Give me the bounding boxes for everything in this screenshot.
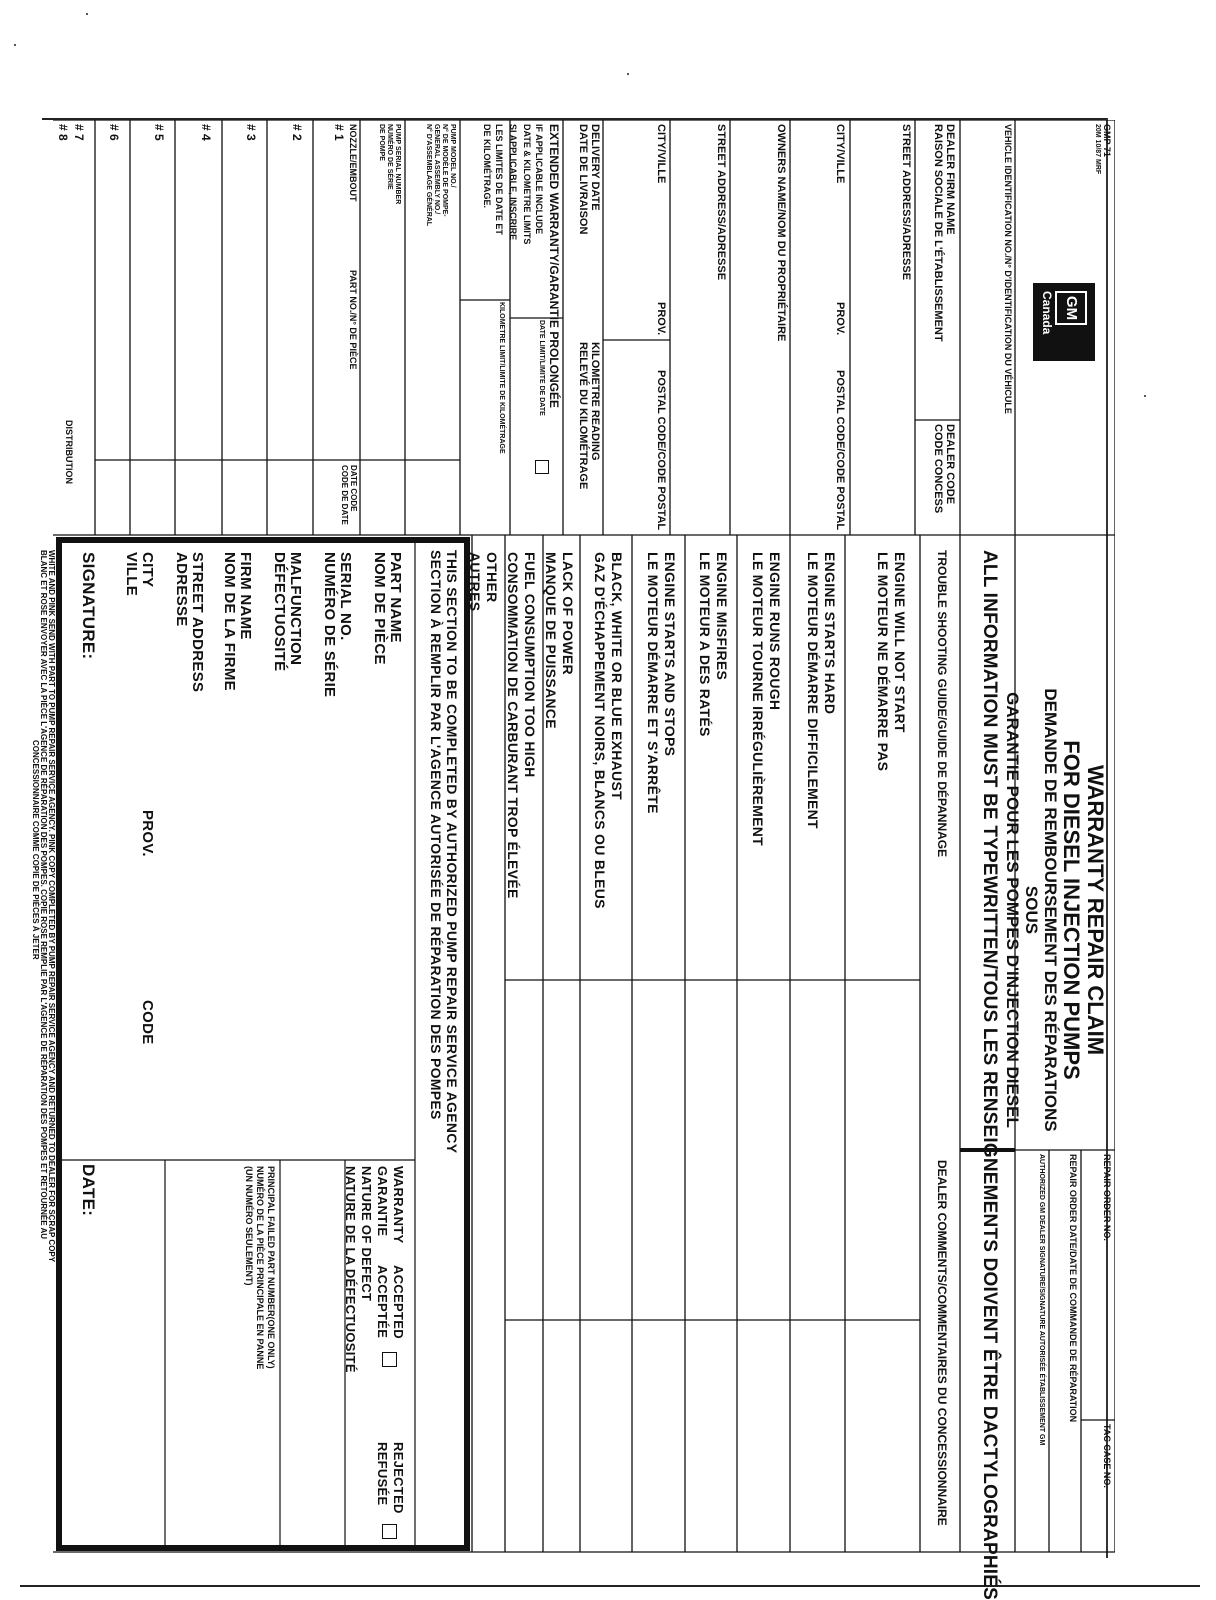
troubleshooting-item-fr: LE MOTEUR TOURNE IRRÉGULIÈREMENT bbox=[750, 552, 766, 847]
troubleshooting-item: ENGINE WILL NOT START bbox=[892, 552, 908, 733]
troubleshooting-header: TROUBLE SHOOTING GUIDE/GUIDE DE DÉPANNAGE bbox=[935, 550, 949, 858]
distribution-label: DISTRIBUTION bbox=[64, 420, 74, 484]
pump-model-label: N° DE MODÈLE DE POMPE- bbox=[441, 124, 448, 217]
acceptee-label: ACCEPTÉE bbox=[375, 1265, 390, 1339]
agency-street-label: STREET ADDRESS bbox=[189, 552, 206, 693]
if-applicable-text: DATE & KILOMETRE LIMITS bbox=[522, 124, 532, 245]
troubleshooting-item-fr: LE MOTEUR A DES RATÉS bbox=[697, 552, 713, 737]
agency-prov-label: PROV. bbox=[139, 810, 156, 857]
delivery-date-label-fr: DATE DE LIVRAISON bbox=[577, 124, 589, 235]
km-reading-label: KILOMETRE READING bbox=[589, 342, 601, 461]
troubleshooting-item: ENGINE STARTS AND STOPS bbox=[662, 552, 678, 757]
troubleshooting-item: ENGINE STARTS HARD bbox=[822, 552, 838, 715]
gm-mark: GM bbox=[1055, 291, 1087, 325]
typewritten-notice: ALL INFORMATION MUST BE TYPEWRITTEN/TOUS LES RENSEIGNEMENTS DOIVENT ÊTRE DACTYLOGRAPHIÉS bbox=[979, 550, 1000, 1600]
nature-defect-label: NATURE OF DEFECT bbox=[359, 1166, 374, 1302]
scan-speck bbox=[86, 13, 88, 15]
warranty-claim-form bbox=[31, 120, 1115, 1600]
km-limit-label: KILOMETRE LIMIT/LIMITE DE KILOMÉTRAGE bbox=[498, 302, 505, 454]
firm-name-label-fr: NOM DE LA FIRME bbox=[221, 552, 238, 691]
garantie-label: GARANTIE bbox=[375, 1166, 390, 1237]
dealer-signature-label: AUTHORIZED GM DEALER SIGNATURE/SIGNATURE AUTORISÉE ÉTABLISSEMENT GM bbox=[1038, 1154, 1045, 1446]
title-line-2: FOR DIESEL INJECTION PUMPS bbox=[1058, 740, 1084, 1080]
form-code: GMP 71 bbox=[1102, 124, 1112, 157]
scan-speck bbox=[14, 44, 16, 46]
title-line-4: GARANTIE POUR LES POMPES D'INJECTION DIESEL bbox=[1003, 692, 1023, 1128]
pump-serial-label: DE POMPE bbox=[378, 124, 385, 161]
troubleshooting-item-fr: MANQUE DE PUISSANCE bbox=[543, 552, 559, 729]
canada-wordmark: Canada bbox=[1040, 291, 1054, 335]
dealer-city-label: CITY/VILLE bbox=[834, 124, 846, 184]
nozzle-row-label: # 8 bbox=[56, 124, 70, 141]
signature-label: SIGNATURE: bbox=[79, 552, 98, 660]
pump-model-label: GENERAL ASSEMBLY NO./ bbox=[433, 124, 440, 215]
repair-order-date-label: REPAIR ORDER DATE/DATE DE COMMANDE DE RÉPARATION bbox=[1068, 1154, 1078, 1423]
nozzle-row-label: # 4 bbox=[199, 124, 213, 141]
pump-model-label: PUMP MODEL NO./ bbox=[449, 124, 456, 188]
dealer-postal-label: POSTAL CODE/CODE POSTAL bbox=[834, 370, 846, 531]
nozzle-row-label: # 3 bbox=[244, 124, 258, 141]
owner-city-label: CITY/VILLE bbox=[655, 124, 667, 184]
dealer-comments-header: DEALER COMMENTS/COMMENTAIRES DU CONCESSIONNAIRE bbox=[935, 1160, 949, 1526]
accepted-checkbox[interactable] bbox=[382, 1352, 397, 1367]
troubleshooting-item-fr: CONSOMMATION DE CARBURANT TROP ÉLEVÉE bbox=[505, 552, 521, 899]
km-reading-label-fr: RELEVÉ DU KILOMÉTRAGE bbox=[577, 342, 589, 490]
pump-serial-label: NUMÉRO DE SÉRIE bbox=[386, 124, 393, 190]
principal-part-label-fr: NUMÉRO DE LA PIÈCE PRINCIPALE EN PANNE bbox=[255, 1166, 265, 1370]
delivery-date-label: DELIVERY DATE bbox=[589, 124, 601, 211]
form-grid bbox=[35, 120, 1115, 1570]
warranty-label: WARRANTY bbox=[391, 1166, 406, 1244]
nozzle-row-label: # 7 bbox=[72, 124, 86, 141]
distribution-note-fr: BLANC ET ROSE ENVOYER AVEC LA PIÈCE L'AGENCE DE RÉPARATION DES POMPES. COPIE ROSE REMPLIE PAR L'AGENCE DE RÉPARATION DES POMPES ET RETOURNÉE AU bbox=[39, 550, 48, 1240]
gm-logo bbox=[1033, 283, 1095, 361]
tac-case-no-label: TAC CASE NO. bbox=[1102, 1424, 1112, 1488]
dealer-prov-label: PROV. bbox=[834, 302, 846, 336]
troubleshooting-item-fr: AUTRES bbox=[467, 552, 483, 612]
form-title bbox=[1003, 680, 1107, 1140]
rejected-label: REJECTED bbox=[391, 1442, 406, 1514]
refusee-label: REFUSÉE bbox=[375, 1442, 390, 1506]
troubleshooting-item-fr: LE MOTEUR NE DÉMARRE PAS bbox=[875, 552, 891, 772]
scan-speck bbox=[627, 73, 629, 75]
troubleshooting-item-fr: GAZ D'ÉCHAPPEMENT NOIRS, BLANCS OU BLEUS bbox=[592, 552, 608, 909]
dealer-code-label-fr: CODE CONCESS bbox=[932, 424, 944, 514]
agency-city-label-fr: VILLE bbox=[123, 552, 140, 597]
owner-postal-label: POSTAL CODE/CODE POSTAL bbox=[655, 370, 667, 531]
owner-street-label: STREET ADDRESS/ADRESSE bbox=[715, 124, 727, 281]
distribution-note-fr-2: CONCESSIONNAIRE COMME COPIE DE PIÈCES À JETER bbox=[31, 740, 40, 960]
nozzle-row-label: # 5 bbox=[152, 124, 166, 141]
page-edge-bottom bbox=[20, 1585, 1200, 1587]
principal-part-label-note: (UN NUMÉRO SEULEMENT) bbox=[244, 1166, 254, 1286]
owner-prov-label: PROV. bbox=[655, 302, 667, 336]
malfunction-label: MALFUNCTION bbox=[287, 552, 304, 666]
agency-header-fr: SECTION À REMPLIR PAR L'AGENCE AUTORISÉE DE RÉPARATION DES POMPES bbox=[428, 550, 444, 1120]
part-name-label-fr: NOM DE PIÈCE bbox=[371, 552, 388, 665]
nozzle-row-label: # 1 bbox=[332, 124, 346, 141]
agency-header: THIS SECTION TO BE COMPLETED BY AUTHORIZED PUMP REPAIR SERVICE AGENCY bbox=[444, 550, 460, 1154]
accepted-label: ACCEPTED bbox=[391, 1265, 406, 1339]
owner-name-label: OWNERS NAME/NOM DU PROPRIÉTAIRE bbox=[775, 124, 787, 342]
date-code-label-fr: CODE DE DATE bbox=[340, 465, 349, 525]
extended-warranty-checkbox[interactable] bbox=[535, 460, 549, 474]
dealer-street-label: STREET ADDRESS/ADRESSE bbox=[900, 124, 912, 281]
nozzle-row-label: # 2 bbox=[290, 124, 304, 141]
troubleshooting-item: FUEL CONSUMPTION TOO HIGH bbox=[522, 552, 538, 778]
extended-warranty-label: EXTENDED WARRANTY/GARANTIE PROLONGÉE bbox=[547, 124, 561, 409]
pump-serial-label: PUMP SERIAL NUMBER bbox=[394, 124, 401, 205]
if-applicable-text: SI APPLICABLE, INSCRIRE bbox=[508, 124, 518, 241]
title-line-3: DEMANDE DE REMBOURSEMENT DES RÉPARATIONS SOUS bbox=[1021, 688, 1060, 1132]
date-limit-label: DATE LIMIT/LIMITE DE DATE bbox=[538, 320, 545, 416]
if-applicable-text: IF APPLICABLE INCLUDE bbox=[534, 124, 544, 235]
nature-defect-label-fr: NATURE DE LA DÉFECTUOSITÉ bbox=[343, 1166, 358, 1373]
malfunction-label-fr: DÉFECTUOSITÉ bbox=[271, 552, 288, 672]
date-label: DATE: bbox=[79, 1164, 98, 1217]
if-applicable-text: DE KILOMÉTRAGE. bbox=[482, 124, 492, 209]
agency-code-label: CODE bbox=[139, 1000, 156, 1045]
firm-name-label: FIRM NAME bbox=[237, 552, 254, 640]
if-applicable-text: LES LIMITES DE DATE ET bbox=[494, 124, 504, 235]
date-code-label: DATE CODE bbox=[349, 465, 358, 512]
troubleshooting-item: ENGINE RUNS ROUGH bbox=[767, 552, 783, 711]
troubleshooting-item: LACK OF POWER bbox=[560, 552, 576, 675]
troubleshooting-item-fr: LE MOTEUR DÉMARRE ET S'ARRÊTE bbox=[645, 552, 661, 814]
pump-model-label: N° D'ASSEMBLAGE GÉNÉRAL bbox=[425, 124, 432, 227]
title-line-1: WARRANTY REPAIR CLAIM bbox=[1083, 764, 1108, 1056]
distribution-note: WHITE AND PINK SEND WITH PART TO PUMP REPAIR SERVICE AGENCY. PINK COPY COMPLETED BY PUMP REPAIR SERVICE AGENCY AND RETURNED TO DEALER FOR SCRAP COPY bbox=[47, 550, 56, 1263]
vin-label: VEHICLE IDENTIFICATION NO./N° D'IDENTIFICATION DU VÉHICULE bbox=[1003, 124, 1013, 414]
troubleshooting-item-fr: LE MOTEUR DÉMARRE DIFFICILEMENT bbox=[805, 552, 821, 829]
troubleshooting-item: BLACK, WHITE OR BLUE EXHAUST bbox=[609, 552, 625, 800]
scan-speck bbox=[1144, 395, 1146, 397]
rejected-checkbox[interactable] bbox=[382, 1524, 397, 1539]
nozzle-row-label: # 6 bbox=[107, 124, 121, 141]
troubleshooting-item: ENGINE MISFIRES bbox=[714, 552, 730, 681]
agency-city-label: CITY bbox=[139, 552, 156, 588]
principal-part-label: PRINCIPAL FAILED PART NUMBER(ONE ONLY) bbox=[266, 1166, 276, 1369]
troubleshooting-item: OTHER bbox=[484, 552, 500, 603]
dealer-firm-label-fr: RAISON SOCIALE DE L'ÉTABLISSEMENT bbox=[932, 124, 944, 342]
repair-order-no-label: REPAIR ORDER NO. bbox=[1102, 1154, 1112, 1241]
dealer-firm-label: DEALER FIRM NAME bbox=[944, 124, 956, 235]
nozzle-label: NOZZLE/EMBOUT bbox=[348, 124, 358, 202]
agency-section-border bbox=[59, 540, 467, 1548]
agency-street-label-fr: ADRESSE bbox=[173, 552, 190, 627]
dealer-code-label: DEALER CODE bbox=[944, 424, 956, 505]
part-name-label: PART NAME bbox=[387, 552, 404, 643]
serial-label: SERIAL NO. bbox=[337, 552, 354, 641]
form-edition: 20M 10/87 MRF bbox=[1094, 124, 1101, 175]
serial-label-fr: NUMÉRO DE SÉRIE bbox=[321, 552, 338, 698]
part-no-label: PART NO./N° DE PIÈCE bbox=[348, 270, 358, 370]
